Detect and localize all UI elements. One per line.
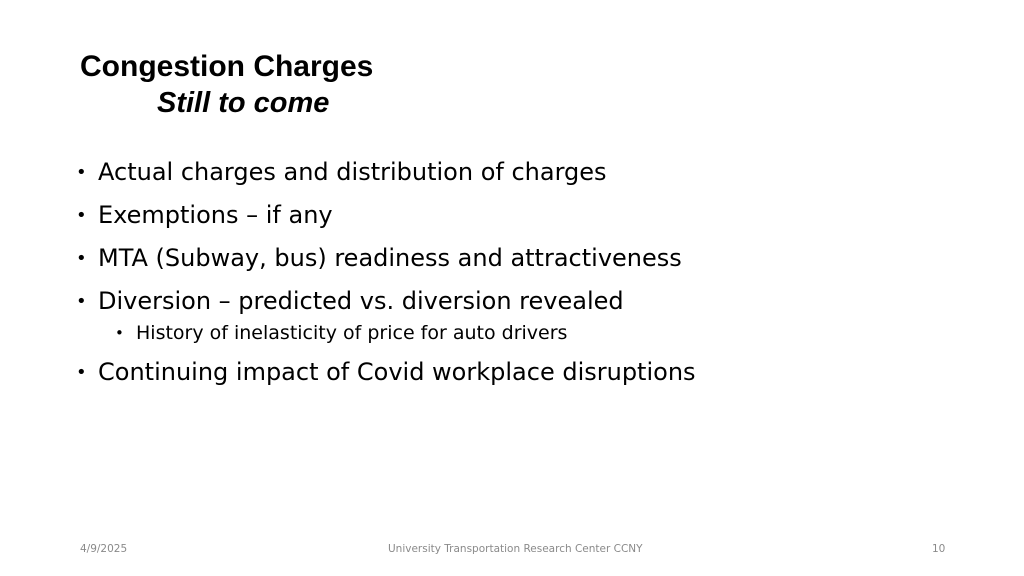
bullet-dot-icon: •: [76, 205, 87, 226]
footer-date: 4/9/2025: [80, 543, 128, 555]
bullet-text: Exemptions – if any: [98, 201, 333, 229]
footer-page-number: 10: [932, 543, 946, 555]
sub-bullet-item: [76, 320, 956, 354]
bullet-item: [76, 240, 956, 283]
bullet-item: [76, 154, 956, 197]
bullet-dot-icon: •: [76, 291, 87, 312]
bullet-text: Diversion – predicted vs. diversion revealed: [98, 287, 624, 315]
bullet-list: [76, 154, 956, 397]
bullet-dot-icon: •: [76, 162, 87, 183]
footer-organization: University Transportation Research Center CCNY: [388, 543, 643, 555]
sub-bullet-text: History of inelasticity of price for auto drivers: [136, 322, 568, 344]
slide-title: Congestion Charges: [80, 50, 374, 83]
bullet-item: [76, 197, 956, 240]
bullet-item: [76, 354, 956, 397]
bullet-dot-icon: •: [76, 248, 87, 269]
sub-bullet-dot-icon: •: [115, 324, 124, 342]
bullet-text: Actual charges and distribution of charges: [98, 158, 607, 186]
bullet-text: Continuing impact of Covid workplace disruptions: [98, 358, 696, 386]
bullet-text: MTA (Subway, bus) readiness and attractiveness: [98, 244, 682, 272]
bullet-dot-icon: •: [76, 362, 87, 383]
slide-subtitle: Still to come: [157, 87, 330, 119]
